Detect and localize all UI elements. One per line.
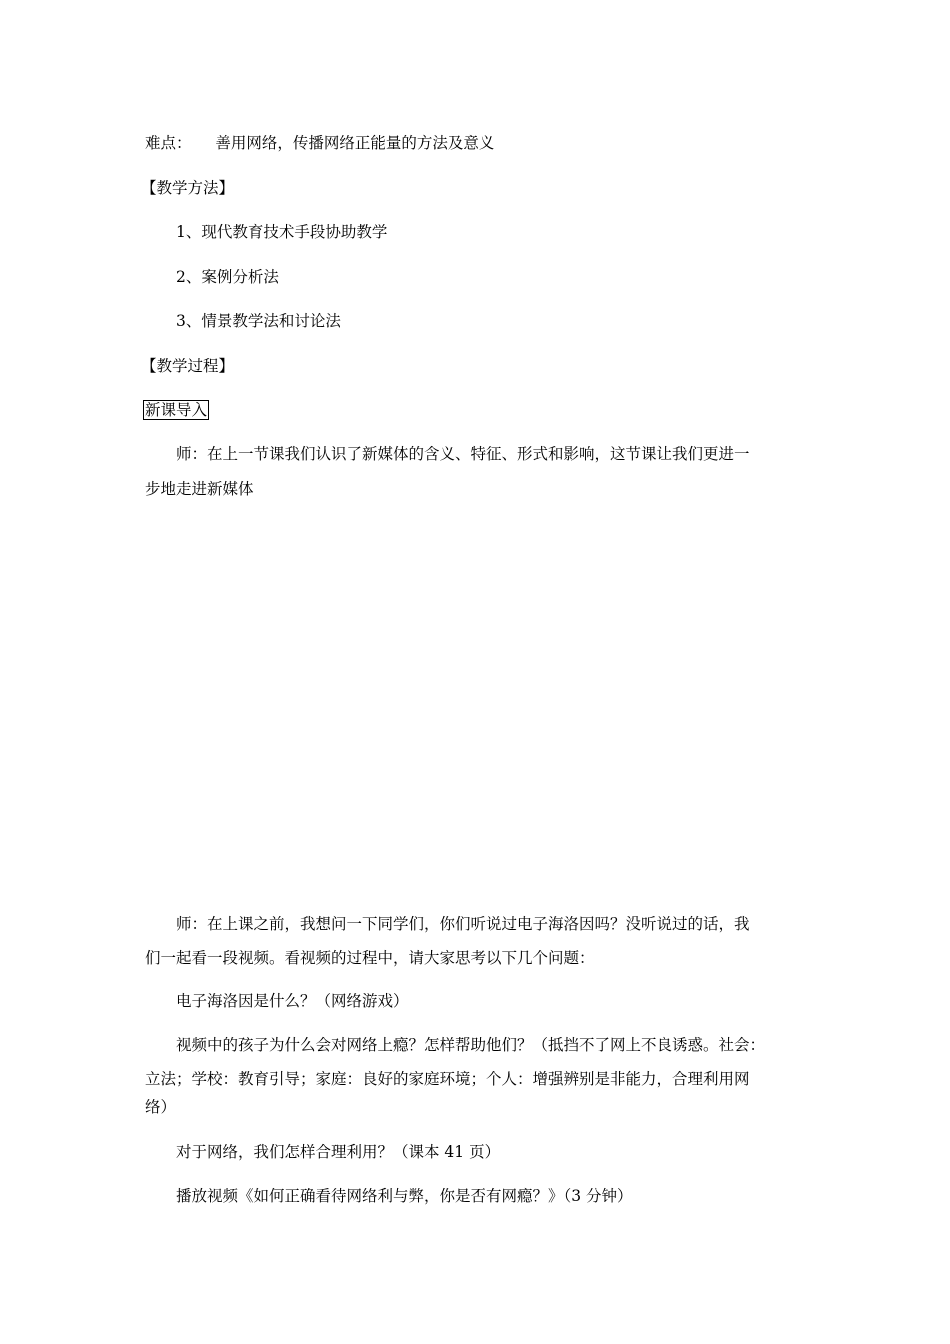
paragraph-2-line-2: 们一起看一段视频。看视频的过程中，请大家思考以下几个问题：	[145, 949, 595, 967]
question-2-line-2: 立法；学校：教育引导；家庭：良好的家庭环境；个人：增强辨别是非能力，合理利用网	[145, 1070, 750, 1088]
intro-paragraph-line-2: 步地走进新媒体	[145, 480, 254, 498]
question-2-line-1: 视频中的孩子为什么会对网络上瘾？怎样帮助他们？（抵挡不了网上不良诱惑。社会：	[176, 1036, 766, 1054]
question-3: 对于网络，我们怎样合理利用？（课本 41 页）	[176, 1143, 501, 1161]
methods-heading: 【教学方法】	[141, 179, 235, 197]
process-heading: 【教学过程】	[141, 357, 235, 375]
section-box-new-lesson: 新课导入	[145, 401, 208, 419]
difficulty-label: 难点：	[145, 134, 192, 152]
difficulty-line	[145, 133, 494, 153]
method-item-1: 1、现代教育技术手段协助教学	[176, 223, 388, 241]
method-item-3: 3、情景教学法和讨论法	[176, 312, 341, 330]
intro-paragraph-line-1: 师：在上一节课我们认识了新媒体的含义、特征、形式和影响，这节课让我们更进一	[176, 445, 750, 463]
method-item-2: 2、案例分析法	[176, 268, 279, 286]
question-1: 电子海洛因是什么？（网络游戏）	[176, 992, 409, 1010]
question-4: 播放视频《如何正确看待网络利与弊，你是否有网瘾？》（3 分钟）	[176, 1187, 633, 1205]
paragraph-2-line-1: 师：在上课之前，我想问一下同学们，你们听说过电子海洛因吗？没听说过的话，我	[176, 915, 750, 933]
question-2-line-3: 络）	[145, 1098, 177, 1116]
difficulty-text: 善用网络，传播网络正能量的方法及意义	[215, 134, 495, 152]
